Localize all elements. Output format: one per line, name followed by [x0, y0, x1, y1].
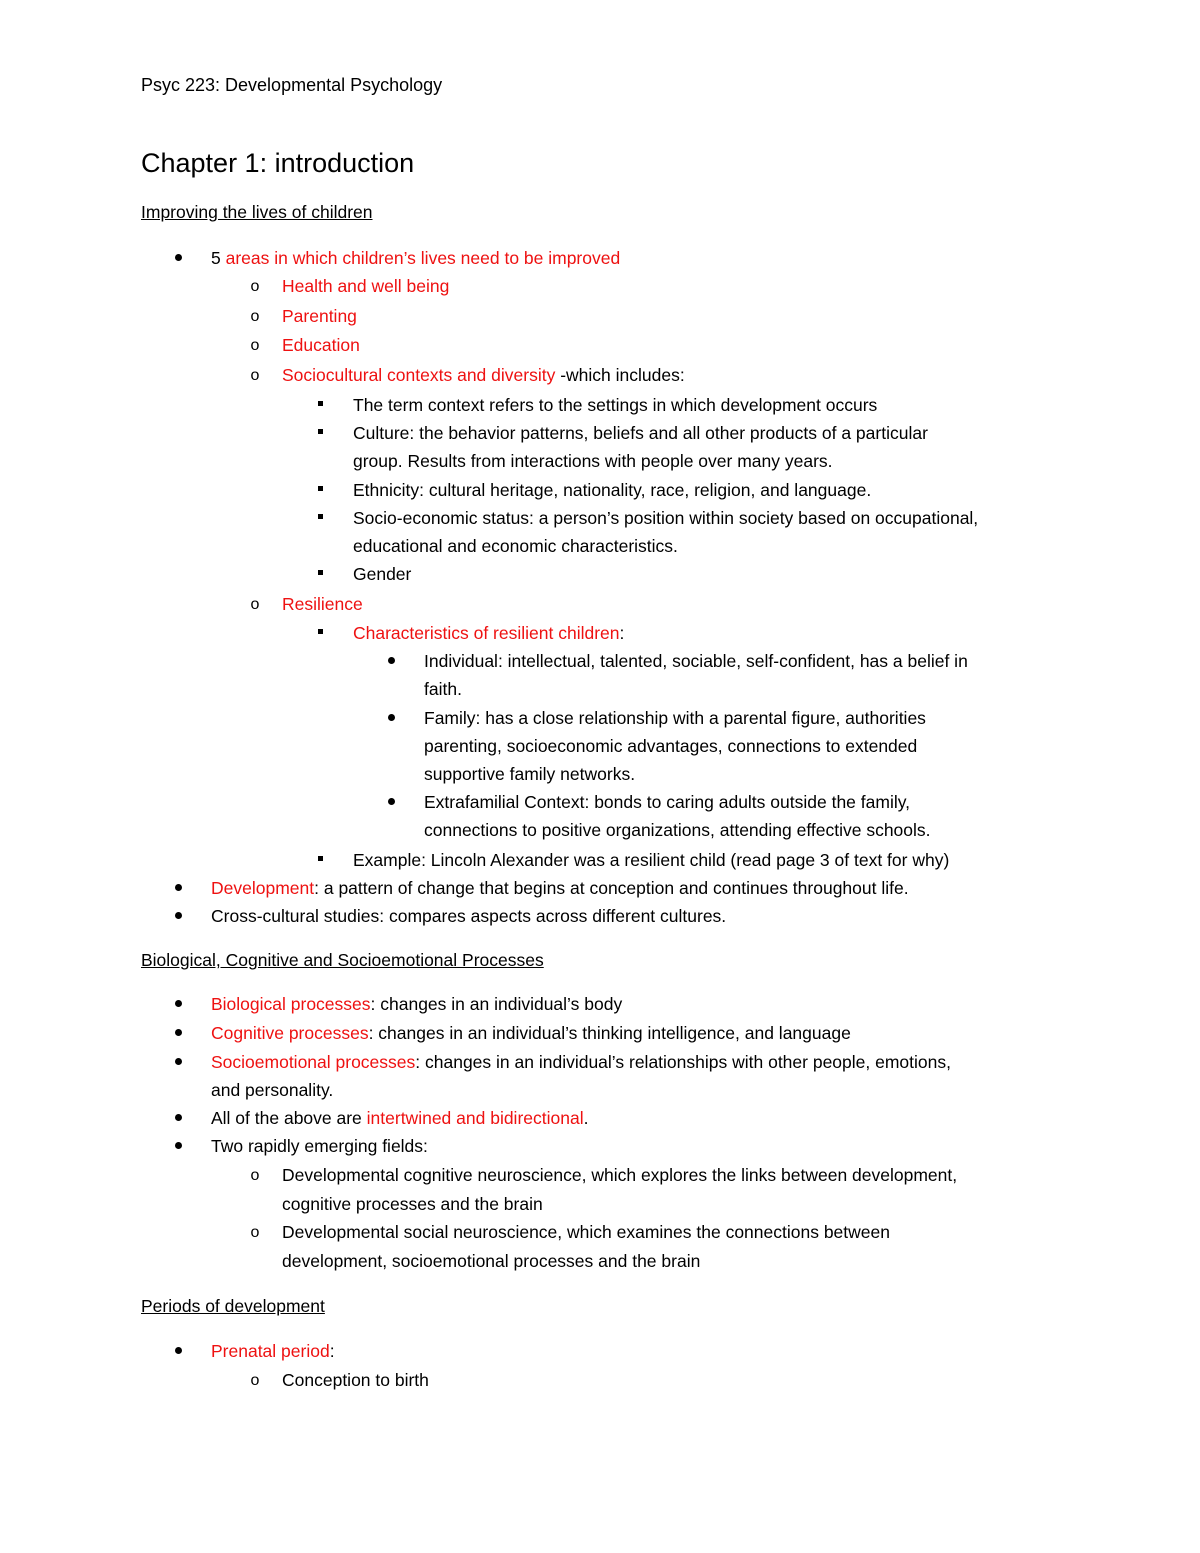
square-bullet-icon: [318, 514, 323, 519]
sub-bullet-o-icon: o: [250, 337, 260, 354]
list-item-biological: Biological processes: changes in an individual’s body: [211, 994, 623, 1014]
list-item-parenting: Parenting: [282, 306, 357, 326]
list-item-socioemotional-line-2: and personality.: [211, 1080, 334, 1100]
list-item-cognitive: Cognitive processes: changes in an individual’s thinking intelligence, and language: [211, 1023, 851, 1043]
square-bullet-icon: [318, 856, 323, 861]
list-item-ses-line-1: Socio-economic status: a person’s position within society based on occupational,: [353, 508, 979, 528]
list-item-example: Example: Lincoln Alexander was a resilient child (read page 3 of text for why): [353, 850, 950, 870]
square-bullet-icon: [318, 570, 323, 575]
square-bullet-icon: [318, 629, 323, 634]
list-item-dsn-line-2: development, socioemotional processes and the brain: [282, 1251, 701, 1271]
sub-bullet-o-icon: o: [250, 367, 260, 384]
square-bullet-icon: [318, 429, 323, 434]
list-item-characteristics: Characteristics of resilient children:: [353, 623, 625, 643]
sub-bullet-o-icon: o: [250, 1167, 260, 1184]
bullet-dot-icon: [175, 1058, 182, 1065]
sub-bullet-o-icon: o: [250, 308, 260, 325]
list-item-health: Health and well being: [282, 276, 450, 296]
list-item-culture-line-2: group. Results from interactions with people over many years.: [353, 451, 833, 471]
list-item-gender: Gender: [353, 564, 412, 584]
list-item-individual-line-2: faith.: [424, 679, 462, 699]
sub-bullet-o-icon: o: [250, 1372, 260, 1389]
sub-bullet-o-icon: o: [250, 1224, 260, 1241]
bullet-dot-icon: [388, 657, 395, 664]
list-item-five-areas: 5 areas in which children’s lives need to be improved: [211, 248, 621, 268]
list-item-education: Education: [282, 335, 360, 355]
list-item-conception: Conception to birth: [282, 1370, 429, 1390]
list-item-prenatal: Prenatal period:: [211, 1341, 335, 1361]
list-item-intertwined: All of the above are intertwined and bidirectional.: [211, 1108, 589, 1128]
list-item-ses-line-2: educational and economic characteristics.: [353, 536, 678, 556]
section-heading-improving-lives: Improving the lives of children: [141, 202, 373, 222]
bullet-dot-icon: [175, 1347, 182, 1354]
list-item-sociocultural: Sociocultural contexts and diversity -which includes:: [282, 365, 685, 385]
list-item-ethnicity: Ethnicity: cultural heritage, nationality, race, religion, and language.: [353, 480, 872, 500]
bullet-dot-icon: [175, 1000, 182, 1007]
square-bullet-icon: [318, 486, 323, 491]
bullet-dot-icon: [388, 714, 395, 721]
list-item-development: Development: a pattern of change that begins at conception and continues throughout life.: [211, 878, 909, 898]
list-item-dsn-line-1: Developmental social neuroscience, which examines the connections between: [282, 1222, 890, 1242]
list-item-family-line-3: supportive family networks.: [424, 764, 636, 784]
list-item-dcn-line-1: Developmental cognitive neuroscience, which explores the links between development,: [282, 1165, 958, 1185]
list-item-family-line-2: parenting, socioeconomic advantages, connections to extended: [424, 736, 918, 756]
list-item-resilience: Resilience: [282, 594, 363, 614]
chapter-title: Chapter 1: introduction: [141, 148, 415, 178]
list-item-socioemotional-line-1: Socioemotional processes: changes in an individual’s relationships with other people, emotions,: [211, 1052, 951, 1072]
square-bullet-icon: [318, 401, 323, 406]
bullet-dot-icon: [175, 912, 182, 919]
list-item-extrafamilial-line-2: connections to positive organizations, attending effective schools.: [424, 820, 931, 840]
bullet-dot-icon: [175, 254, 182, 261]
list-item-culture-line-1: Culture: the behavior patterns, beliefs and all other products of a particular: [353, 423, 928, 443]
list-item-extrafamilial-line-1: Extrafamilial Context: bonds to caring adults outside the family,: [424, 792, 911, 812]
sub-bullet-o-icon: o: [250, 278, 260, 295]
list-item-two-fields: Two rapidly emerging fields:: [211, 1136, 428, 1156]
bullet-dot-icon: [175, 1142, 182, 1149]
section-heading-processes: Biological, Cognitive and Socioemotional Processes: [141, 950, 544, 970]
list-item-cross-cultural: Cross-cultural studies: compares aspects across different cultures.: [211, 906, 727, 926]
sub-bullet-o-icon: o: [250, 596, 260, 613]
list-item-individual-line-1: Individual: intellectual, talented, sociable, self-confident, has a belief in: [424, 651, 968, 671]
list-item-dcn-line-2: cognitive processes and the brain: [282, 1194, 543, 1214]
bullet-dot-icon: [388, 798, 395, 805]
bullet-dot-icon: [175, 1029, 182, 1036]
document-header: Psyc 223: Developmental Psychology: [141, 75, 443, 95]
bullet-dot-icon: [175, 884, 182, 891]
list-item-family-line-1: Family: has a close relationship with a parental figure, authorities: [424, 708, 926, 728]
section-heading-periods: Periods of development: [141, 1296, 325, 1316]
list-item-context: The term context refers to the settings in which development occurs: [353, 395, 878, 415]
bullet-dot-icon: [175, 1114, 182, 1121]
